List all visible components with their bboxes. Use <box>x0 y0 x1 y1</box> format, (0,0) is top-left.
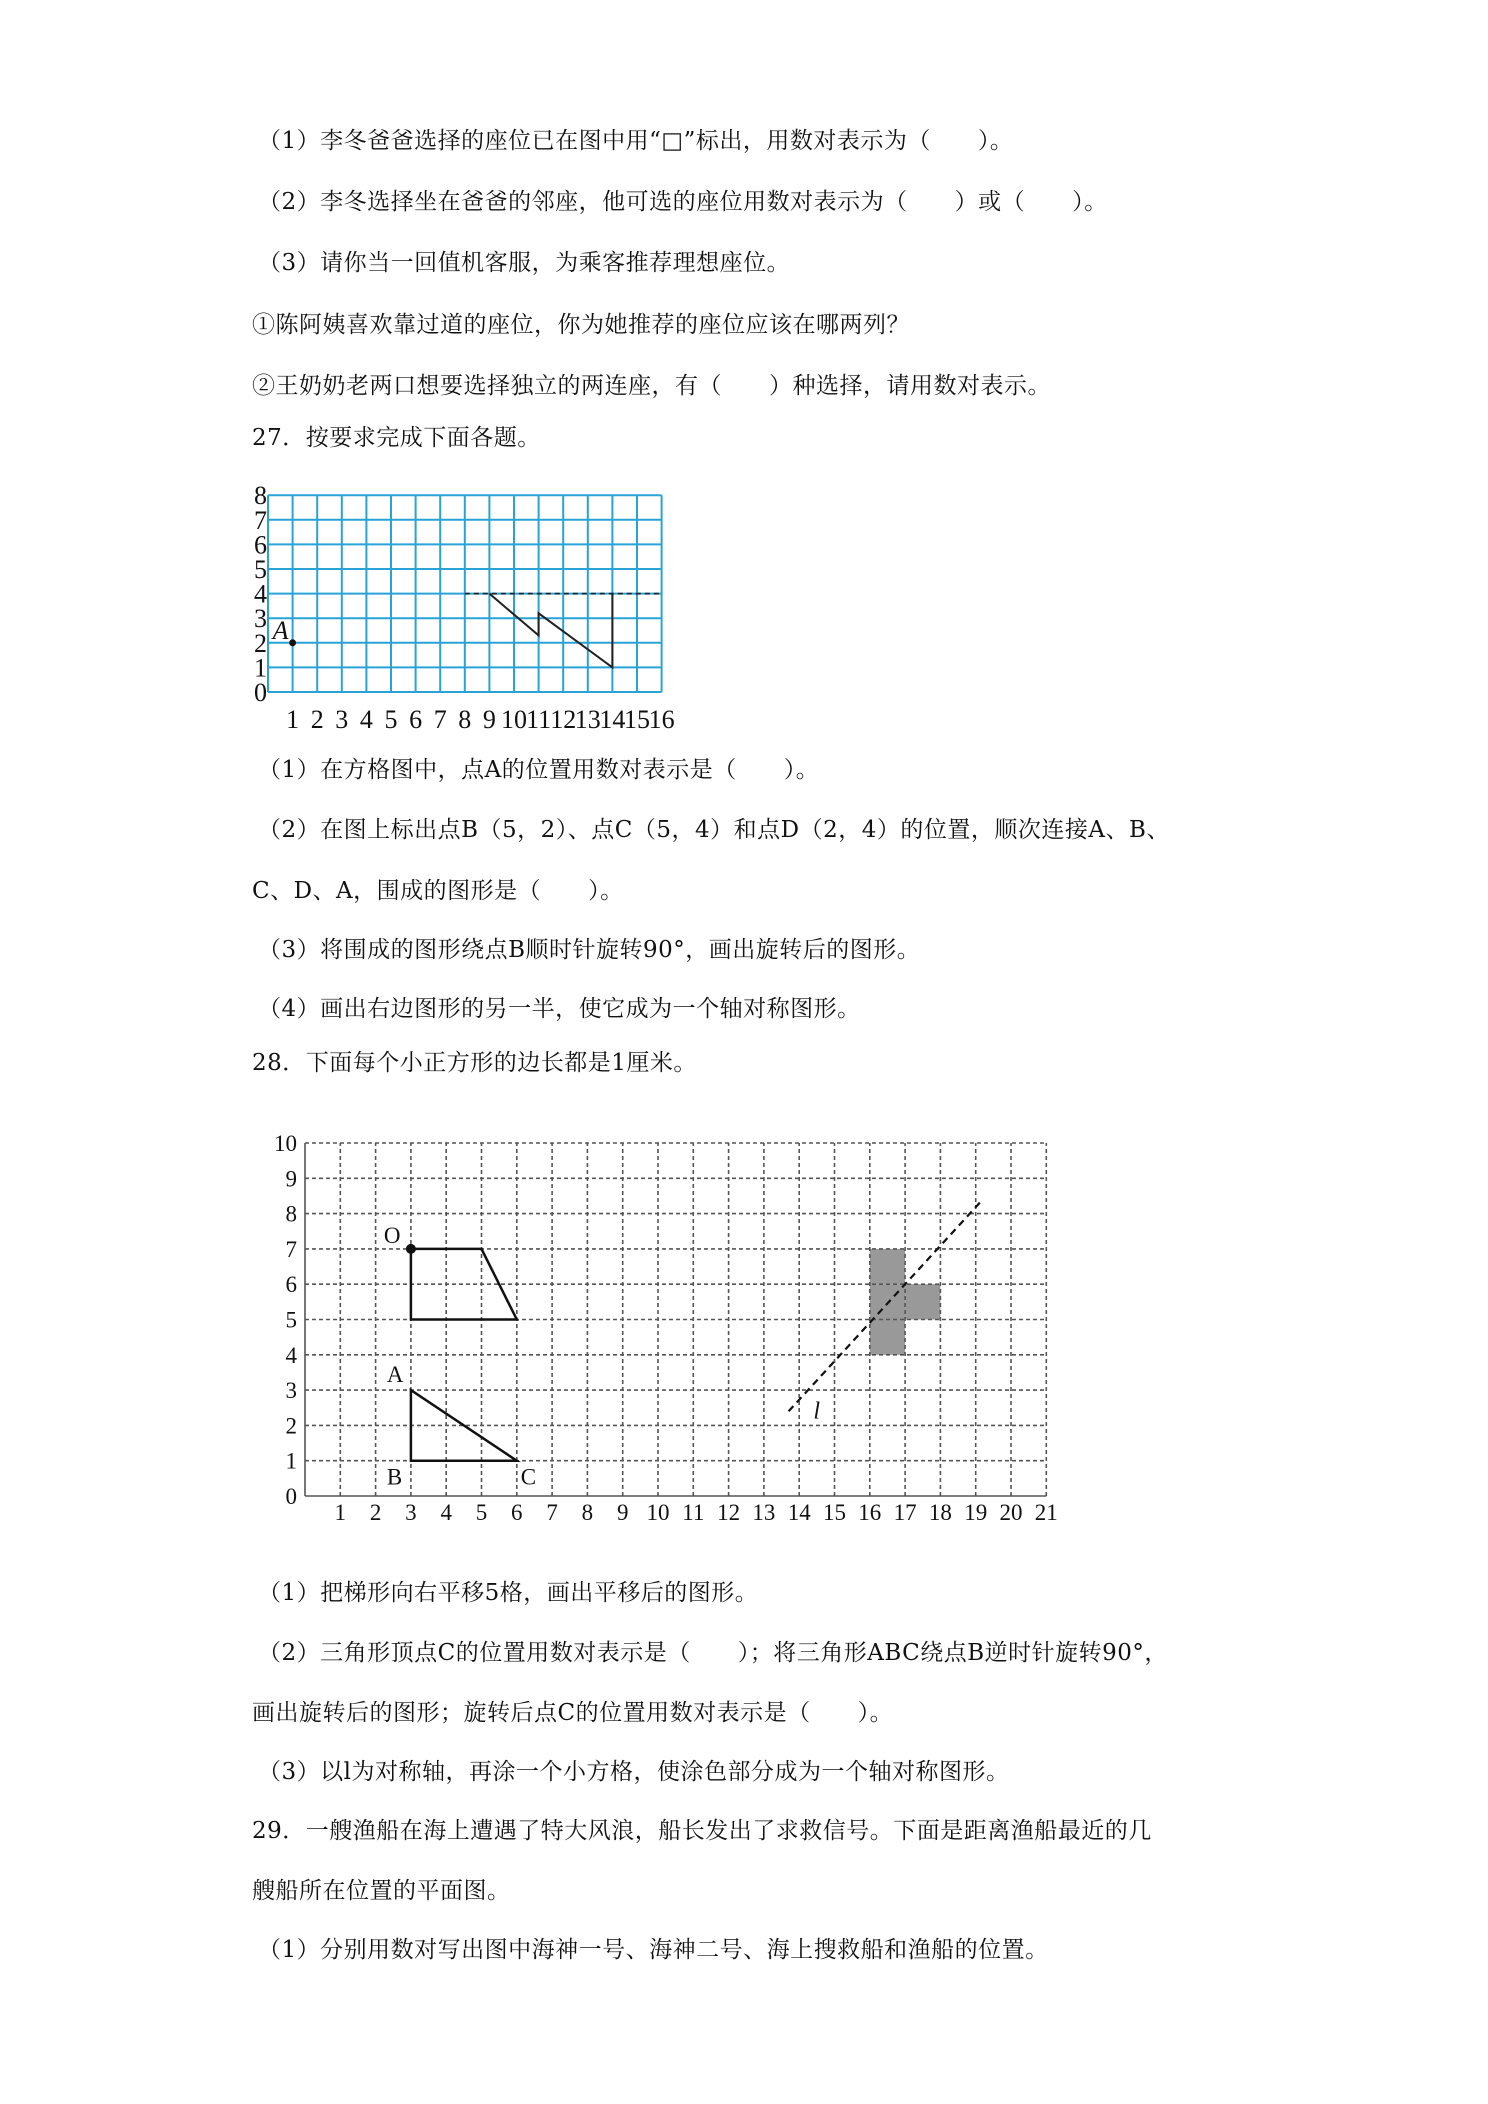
q28-sub2: （2）三角形顶点C的位置用数对表示是（ ）；将三角形ABC绕点B逆时针旋转90°， <box>258 1640 1168 1666</box>
q26-sub3-item1: ①陈阿姨喜欢靠过道的座位，你为她推荐的座位应该在哪两列？ <box>252 312 910 338</box>
x-tick-label: 17 <box>893 1500 917 1525</box>
point-c-label: C <box>520 1464 537 1490</box>
x-tick-label: 19 <box>964 1500 988 1525</box>
q26-sub1: （1）李冬爸爸选择的座位已在图中用“□”标出，用数对表示为（ ）。 <box>258 128 1014 154</box>
q26-sub3: （3）请你当一回值机客服，为乘客推荐理想座位。 <box>258 250 791 276</box>
x-tick-label: 4 <box>359 705 373 734</box>
y-tick-label: 5 <box>254 555 267 584</box>
y-tick-label: 6 <box>285 1272 297 1298</box>
x-tick-label: 13 <box>752 1500 776 1525</box>
shaded-square <box>870 1249 905 1284</box>
q28-sub3: （3）以l为对称轴，再涂一个小方格，使涂色部分成为一个轴对称图形。 <box>258 1759 1010 1785</box>
x-tick-label: 12 <box>717 1500 741 1525</box>
x-tick-label: 8 <box>458 705 472 734</box>
y-tick-label: 0 <box>285 1484 297 1509</box>
y-tick-label: 1 <box>254 653 267 683</box>
point-o <box>406 1244 416 1254</box>
q27-title: 27．按要求完成下面各题。 <box>252 425 541 451</box>
x-tick-label: 8 <box>581 1500 594 1525</box>
y-tick-label: 4 <box>254 579 267 609</box>
x-tick-label: 11 <box>526 705 552 734</box>
q28-sub2-cont: 画出旋转后的图形；旋转后点C的位置用数对表示是（ ）。 <box>252 1700 894 1726</box>
q26-sub2: （2）李冬选择坐在爸爸的邻座，他可选的座位用数对表示为（ ）或（ ）。 <box>258 189 1108 215</box>
y-tick-label: 1 <box>285 1448 297 1474</box>
x-tick-label: 18 <box>928 1500 952 1525</box>
point-b-label: B <box>386 1464 403 1490</box>
x-tick-label: 9 <box>616 1500 629 1525</box>
x-tick-label: 16 <box>648 705 675 734</box>
y-tick-label: 6 <box>254 530 267 560</box>
x-tick-label: 2 <box>310 705 324 734</box>
point-a-label: A <box>272 615 289 645</box>
shaded-square <box>870 1320 905 1355</box>
q27-sub2-cont: C、D、A，围成的图形是（ ）。 <box>252 878 624 904</box>
q28-sub1: （1）把梯形向右平移5格，画出平移后的图形。 <box>258 1580 759 1606</box>
axis-l <box>789 1199 983 1411</box>
x-tick-label: 15 <box>624 705 650 734</box>
q26-sub3-item2: ②王奶奶老两口想要选择独立的两连座，有（ ）种选择，请用数对表示。 <box>252 373 1051 399</box>
x-tick-label: 11 <box>682 1500 705 1525</box>
grid-27 <box>254 481 938 734</box>
x-tick-label: 14 <box>787 1500 811 1525</box>
y-tick-label: 2 <box>285 1413 297 1439</box>
y-tick-label: 9 <box>285 1166 297 1192</box>
x-tick-label: 9 <box>482 705 496 734</box>
x-tick-label: 6 <box>409 705 423 734</box>
x-tick-label: 10 <box>501 705 527 734</box>
y-tick-label: 3 <box>254 604 267 634</box>
x-tick-label: 16 <box>858 1500 882 1525</box>
x-tick-label: 7 <box>433 705 447 734</box>
x-tick-label: 1 <box>286 705 300 734</box>
x-tick-label: 2 <box>369 1500 382 1525</box>
q28-title: 28．下面每个小正方形的边长都是1厘米。 <box>252 1050 697 1076</box>
y-tick-label: 0 <box>254 678 267 707</box>
shaded-square <box>905 1284 940 1319</box>
q27-sub3: （3）将围成的图形绕点B顺时针旋转90°，画出旋转后的图形。 <box>258 937 921 963</box>
x-tick-label: 21 <box>1034 1500 1058 1525</box>
point-o-label: O <box>383 1222 401 1248</box>
axis-l-label: l <box>813 1398 820 1425</box>
y-tick-label: 8 <box>254 481 267 511</box>
x-tick-label: 14 <box>599 705 626 734</box>
y-tick-label: 7 <box>254 505 267 535</box>
x-tick-label: 13 <box>574 705 601 734</box>
x-tick-label: 3 <box>335 705 349 734</box>
x-tick-label: 10 <box>646 1500 670 1525</box>
y-tick-label: 3 <box>285 1378 297 1404</box>
y-tick-label: 5 <box>285 1307 297 1333</box>
q29-sub1: （1）分别用数对写出图中海神一号、海神二号、海上搜救船和渔船的位置。 <box>258 1937 1049 1963</box>
y-tick-label: 7 <box>285 1236 297 1262</box>
x-tick-label: 4 <box>440 1500 452 1525</box>
x-tick-label: 6 <box>511 1500 523 1525</box>
x-tick-label: 3 <box>405 1500 417 1525</box>
x-tick-label: 7 <box>546 1500 558 1525</box>
x-tick-label: 5 <box>475 1500 488 1525</box>
q27-sub4: （4）画出右边图形的另一半，使它成为一个轴对称图形。 <box>258 996 861 1022</box>
q29-title: 29．一艘渔船在海上遭遇了特大风浪，船长发出了求救信号。下面是距离渔船最近的几 <box>252 1818 1152 1844</box>
x-tick-label: 5 <box>384 705 398 734</box>
grid-28 <box>258 1110 1078 1530</box>
q29-title-cont: 艘船所在位置的平面图。 <box>252 1878 511 1904</box>
y-tick-label: 10 <box>274 1131 297 1156</box>
x-tick-label: 12 <box>550 705 577 734</box>
y-tick-label: 2 <box>254 628 267 658</box>
q27-sub2: （2）在图上标出点B（5，2）、点C（5，4）和点D（2，4）的位置，顺次连接A、B、 <box>258 817 1170 843</box>
x-tick-label: 15 <box>823 1500 846 1525</box>
half-figure <box>489 594 612 668</box>
y-tick-label: 4 <box>285 1342 297 1368</box>
x-tick-label: 20 <box>999 1500 1023 1525</box>
point-a <box>289 639 296 646</box>
q27-sub1: （1）在方格图中，点A的位置用数对表示是（ ）。 <box>258 757 820 783</box>
x-tick-label: 1 <box>334 1500 347 1525</box>
point-a-label: A <box>386 1362 404 1388</box>
y-tick-label: 8 <box>285 1201 297 1227</box>
